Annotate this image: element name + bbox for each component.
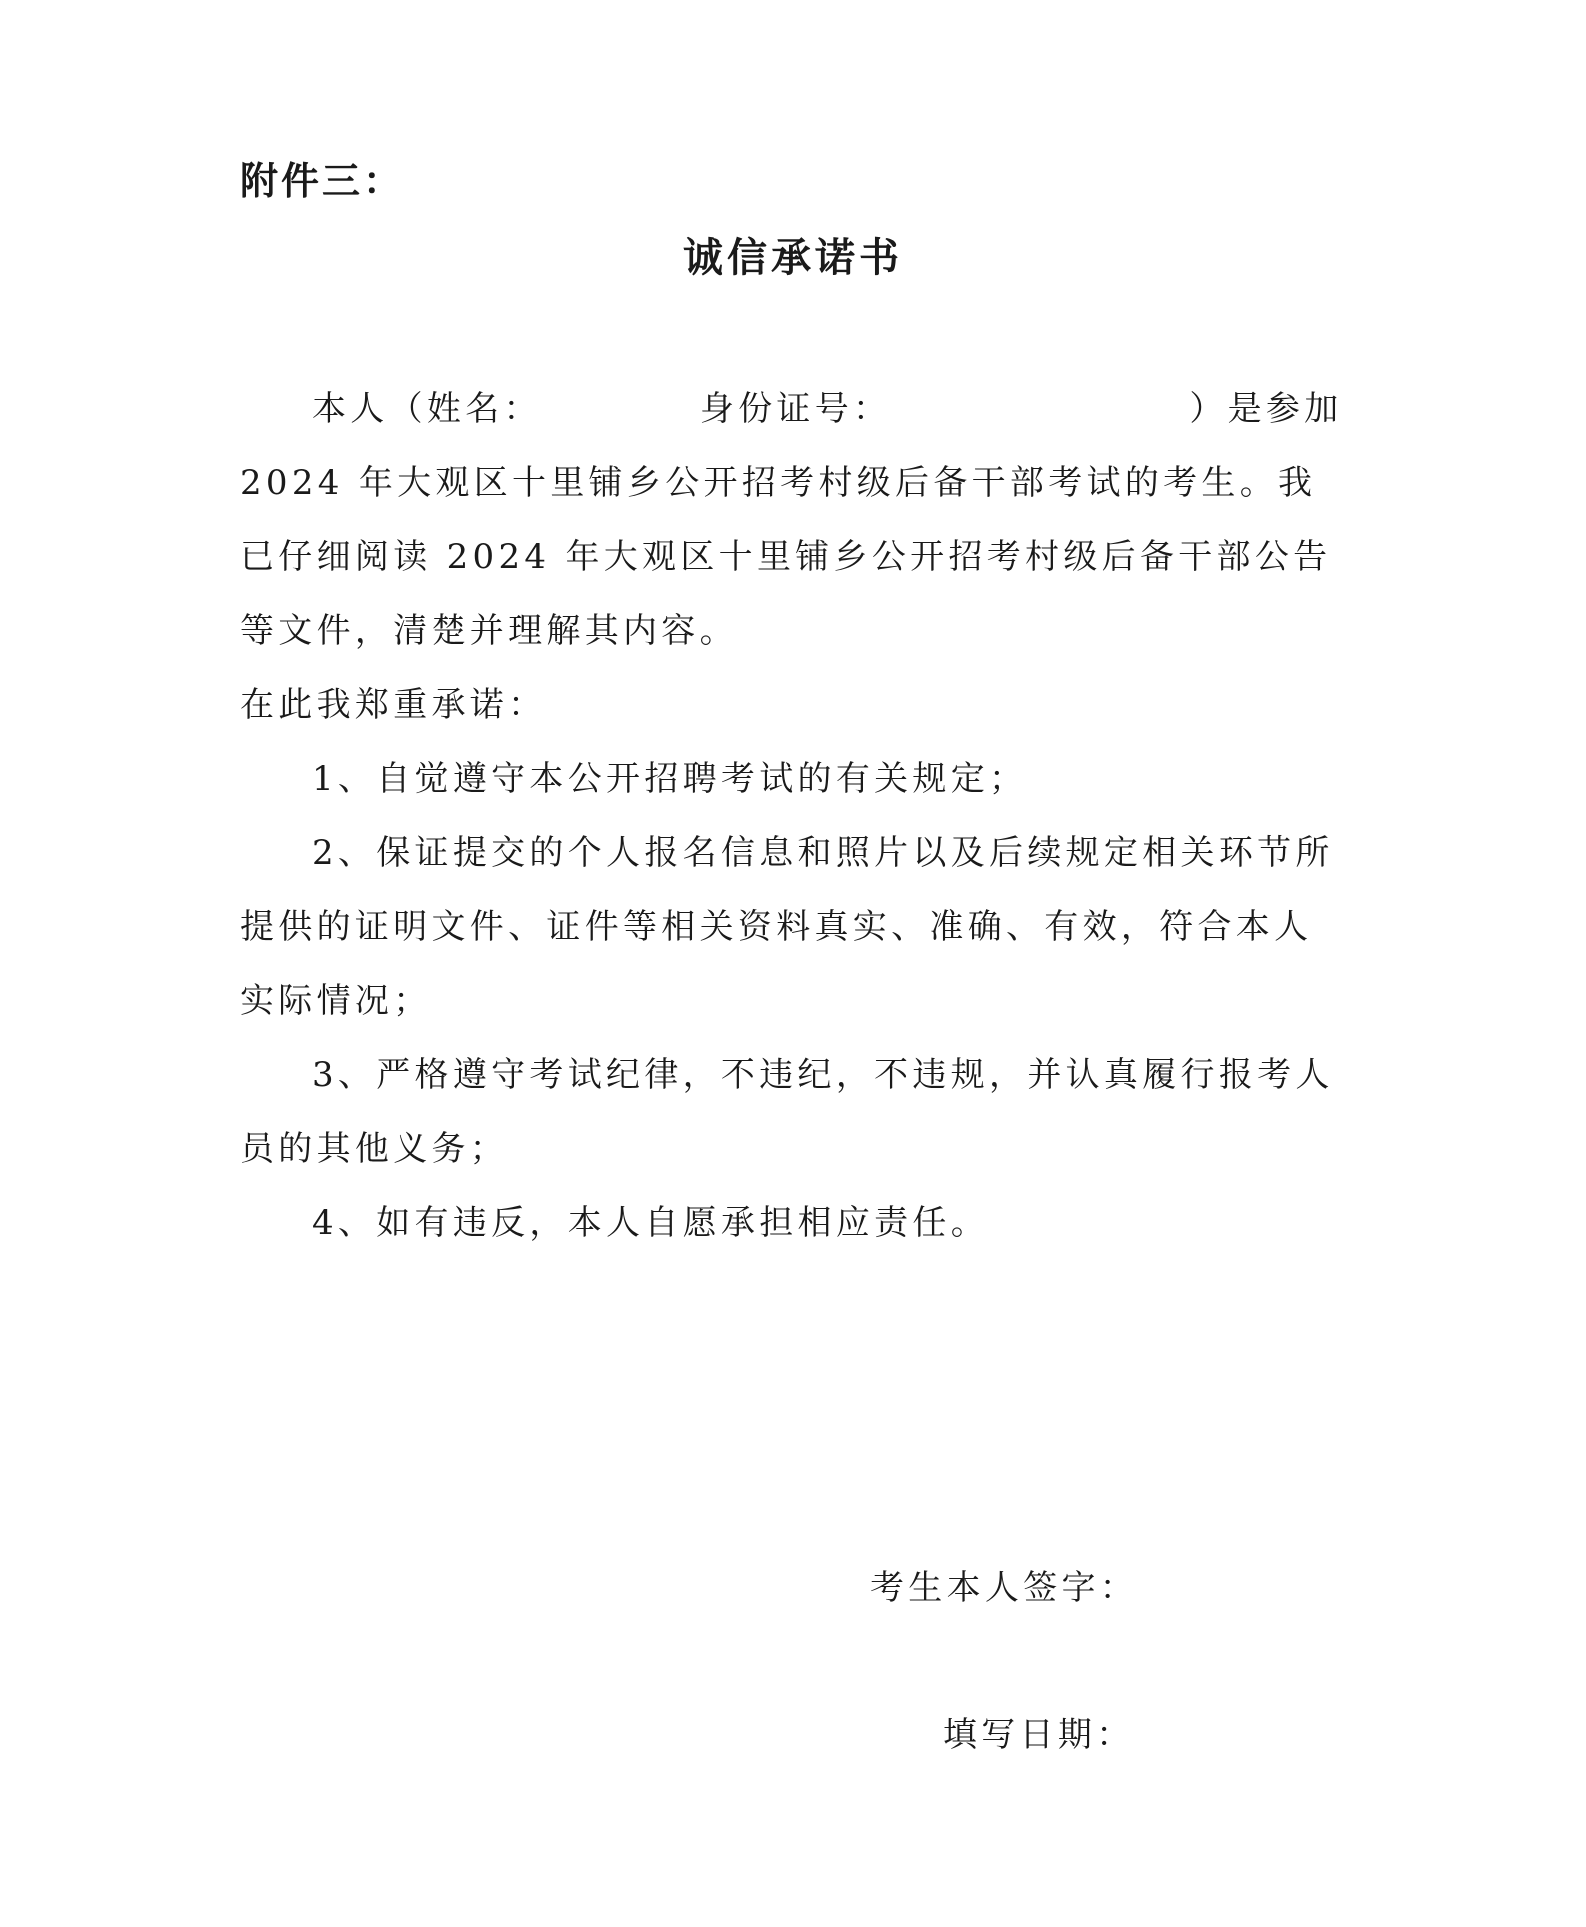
pledge-item-1: 1、自觉遵守本公开招聘考试的有关规定； bbox=[312, 759, 1028, 799]
intro-paragraph: 2024 年大观区十里铺乡公开招考村级后备干部考试的考生。我已仔细阅读 2024 年大观区十里铺乡公开招考村级后备干部公告等文件，清楚并理解其内容。 bbox=[240, 463, 1332, 651]
intro-first-line bbox=[240, 372, 1343, 446]
pledge-item-4: 4、如有违反，本人自愿承担相应责任。 bbox=[312, 1203, 990, 1243]
intro-line1-end: ）是参加 bbox=[1189, 389, 1343, 429]
page-title: 诚信承诺书 bbox=[683, 235, 903, 281]
pledge-item-2: 2、保证提交的个人报名信息和照片以及后续规定相关环节所提供的证明文件、证件等相关资料真实、准确、有效，符合本人实际情况； bbox=[240, 833, 1334, 1021]
attachment-label: 附件三： bbox=[240, 159, 405, 203]
pledge-intro: 在此我郑重承诺： bbox=[240, 685, 547, 725]
id-label: 身份证号： bbox=[699, 389, 892, 429]
document-body bbox=[240, 372, 1343, 1260]
date-label: 填写日期： bbox=[943, 1715, 1135, 1755]
pledge-item-3: 3、严格遵守考试纪律，不违纪，不违规，并认真履行报考人员的其他义务； bbox=[240, 1055, 1334, 1169]
signature-label: 考生本人签字： bbox=[870, 1568, 1139, 1608]
name-label: 本人（姓名： bbox=[312, 389, 542, 429]
